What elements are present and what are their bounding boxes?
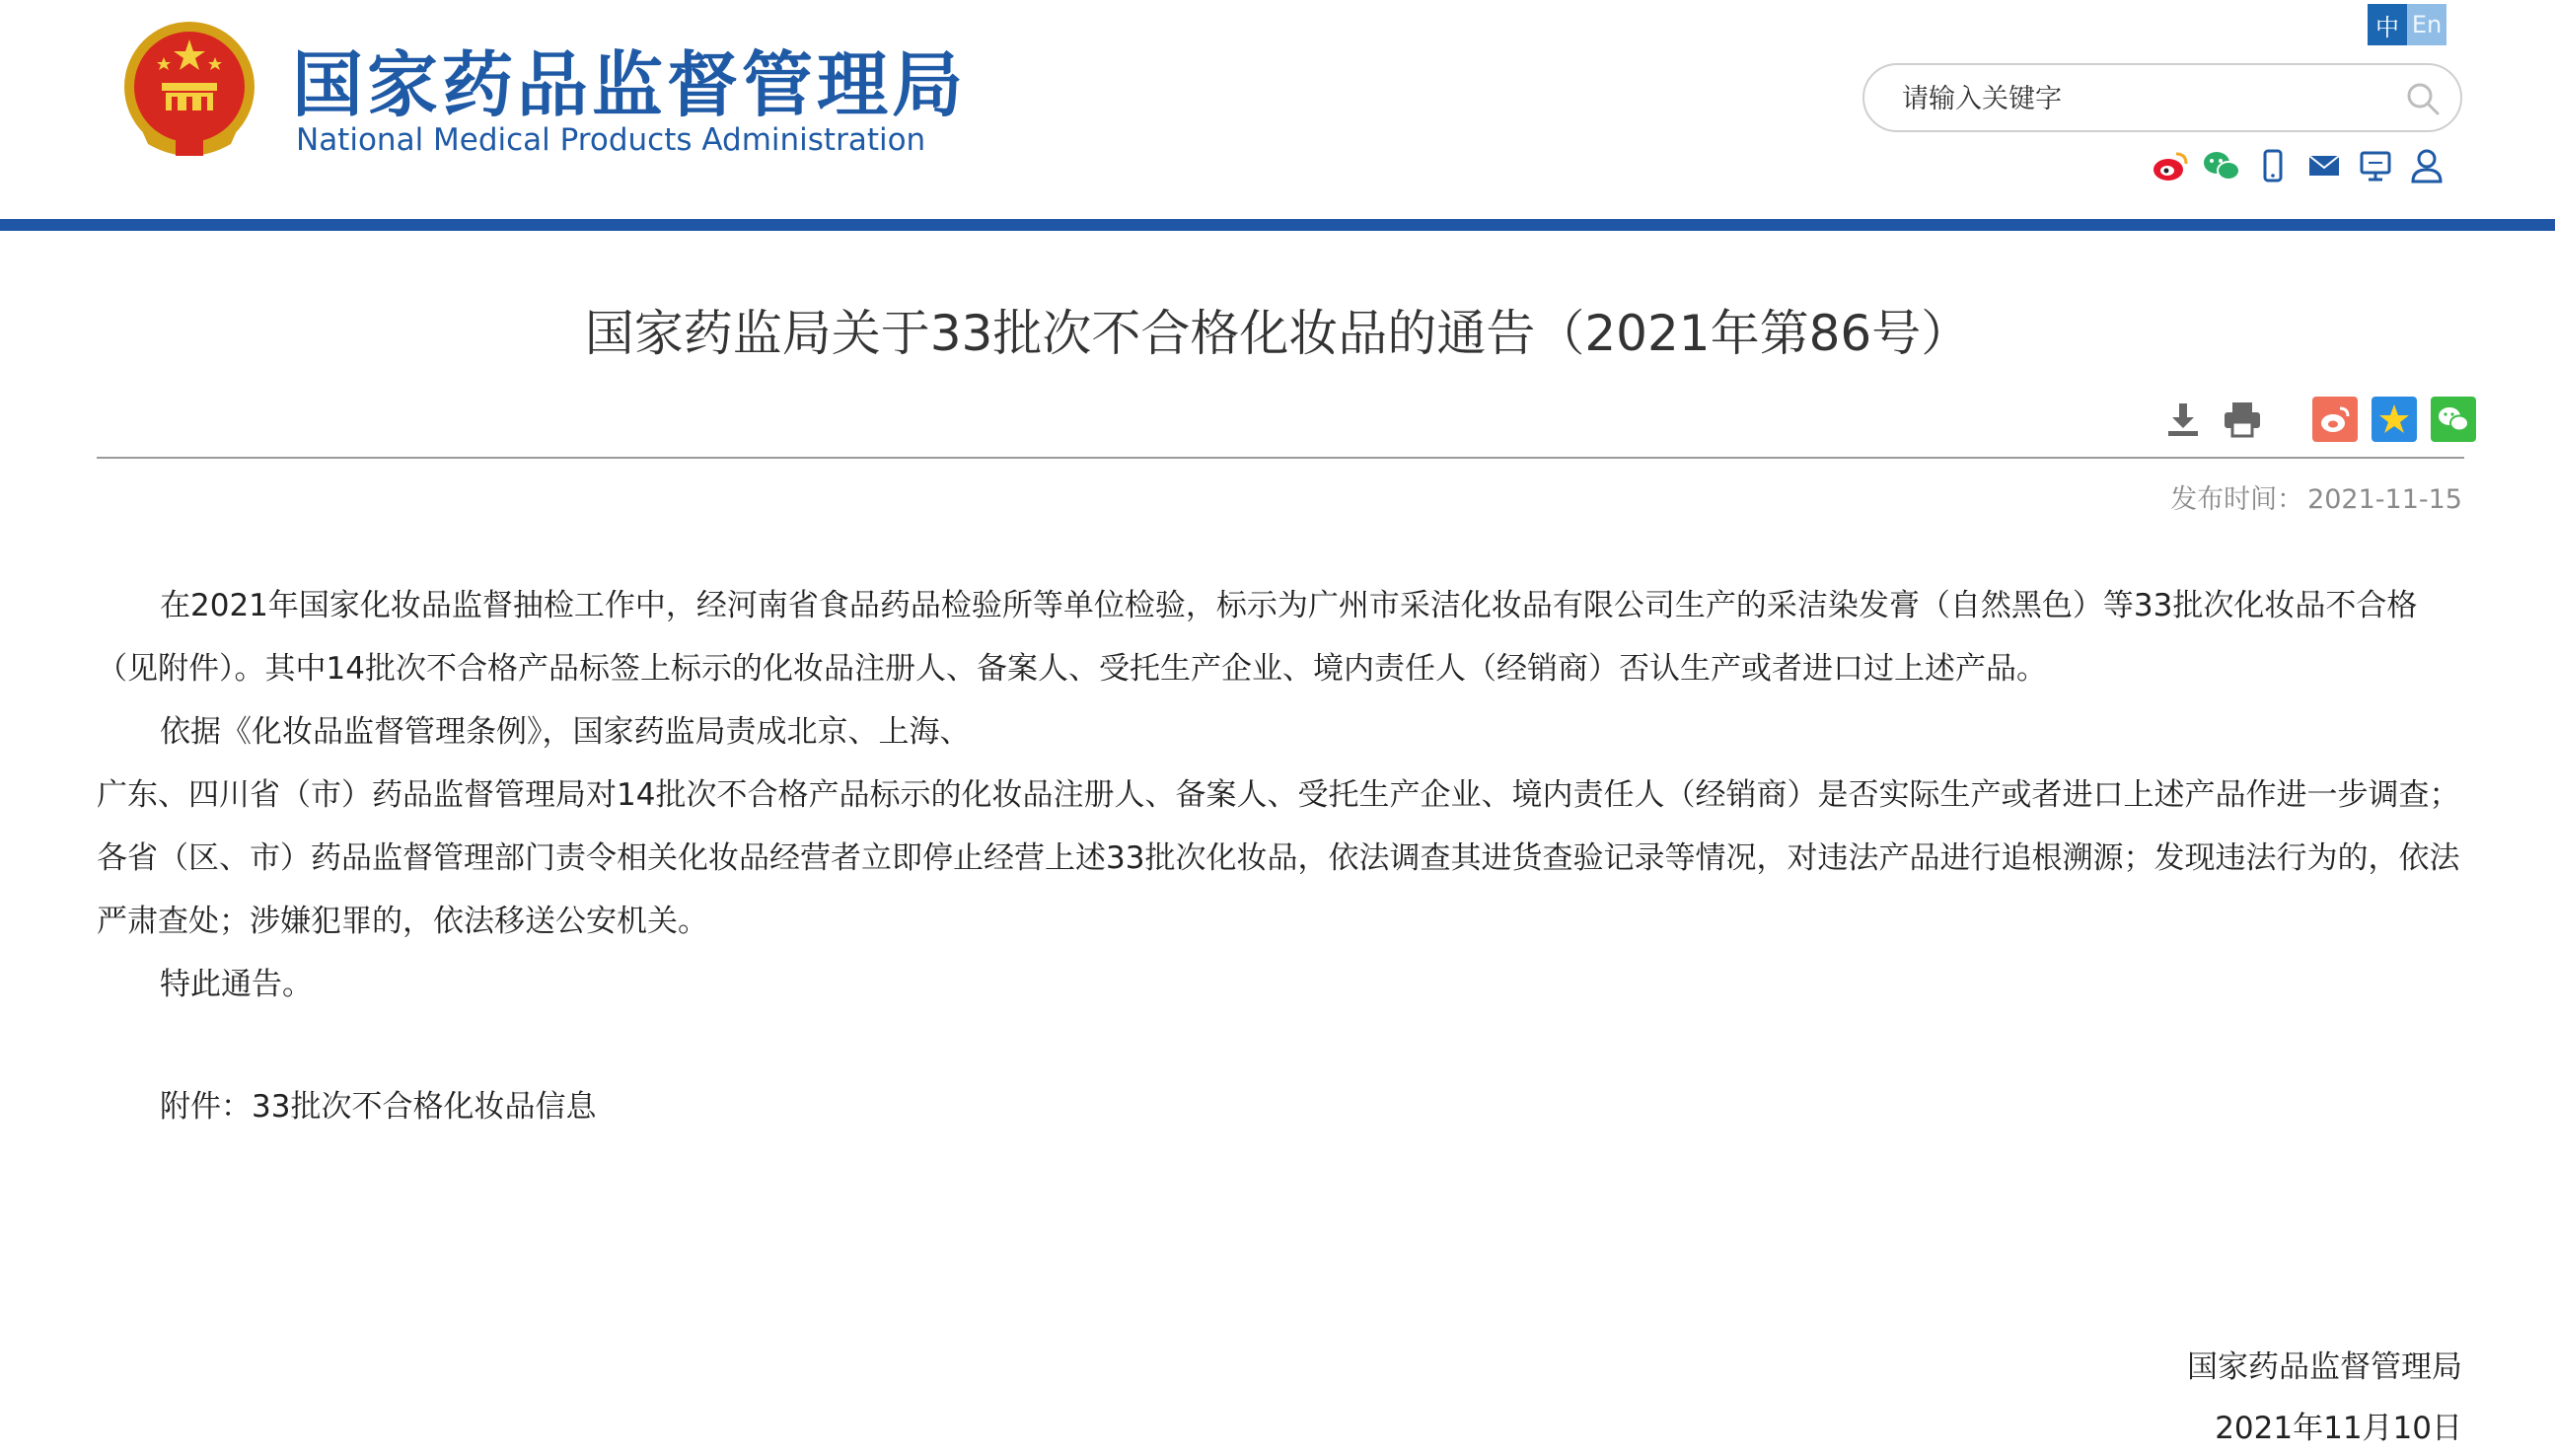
share-weibo-icon[interactable]: [2312, 397, 2358, 442]
publish-date-value: 2021-11-15: [2307, 484, 2462, 515]
article-paragraph: 特此通告。: [160, 967, 313, 1002]
attachment-link[interactable]: 附件：33批次不合格化妆品信息: [160, 1089, 597, 1125]
national-emblem-icon: [120, 18, 258, 162]
signature-organization: 国家药品监督管理局: [2187, 1349, 2462, 1385]
article-toolbar: [2160, 397, 2476, 442]
wechat-icon[interactable]: [2202, 146, 2241, 185]
share-wechat-icon[interactable]: [2431, 397, 2476, 442]
site-logo-english[interactable]: National Medical Products Administration: [296, 122, 926, 158]
search-input[interactable]: [1900, 75, 2377, 122]
search-box: [1862, 63, 2462, 132]
share-favorite-icon[interactable]: [2372, 397, 2417, 442]
article-body: [97, 574, 2464, 1016]
lang-en-button[interactable]: En: [2407, 4, 2446, 45]
header-divider: [0, 219, 2555, 231]
article-title: 国家药监局关于33批次不合格化妆品的通告（2021年第86号）: [584, 305, 1971, 362]
social-links: [2151, 146, 2446, 185]
publish-date-label: 发布时间：: [2170, 484, 2304, 515]
site-logo-chinese[interactable]: 国家药品监督管理局: [292, 43, 968, 126]
mobile-icon[interactable]: [2253, 146, 2293, 185]
site-header: [0, 0, 2555, 219]
language-switcher: [2368, 4, 2446, 45]
title-divider: [97, 457, 2464, 459]
user-icon[interactable]: [2407, 146, 2446, 185]
lang-zh-button[interactable]: 中: [2368, 4, 2407, 45]
weibo-icon[interactable]: [2151, 146, 2190, 185]
mail-icon[interactable]: [2304, 146, 2344, 185]
article-paragraph: 广东、四川省（市）药品监督管理局对14批次不合格产品标示的化妆品注册人、备案人、受托生产企业、境内责任人（经销商）是否实际生产或者进口上述产品作进一步调查；各省（区、市）药品监督管理部门责令相关化妆品经营者立即停止经营上述33批次化妆品，依法调查其进货查验记录等情况，对违法产品进行追根溯源；发现违法行为的，依法严肃查处；涉嫌犯罪的，依法移送公安机关。: [97, 777, 2460, 939]
print-icon[interactable]: [2220, 397, 2265, 442]
signature-date: 2021年11月10日: [2215, 1411, 2462, 1446]
publish-date: [2170, 477, 2462, 516]
download-icon[interactable]: [2160, 397, 2206, 442]
monitor-icon[interactable]: [2356, 146, 2395, 185]
article-paragraph: 在2021年国家化妆品监督抽检工作中，经河南省食品药品检验所等单位检验，标示为广州市采洁化妆品有限公司生产的采洁染发膏（自然黑色）等33批次化妆品不合格（见附件）。其中14批次不合格产品标签上标示的化妆品注册人、备案人、受托生产企业、境内责任人（经销商）否认生产或者进口过上述产品。: [97, 588, 2418, 687]
search-icon[interactable]: [2405, 81, 2441, 116]
article-paragraph: 依据《化妆品监督管理条例》，国家药监局责成北京、上海、: [160, 714, 971, 750]
